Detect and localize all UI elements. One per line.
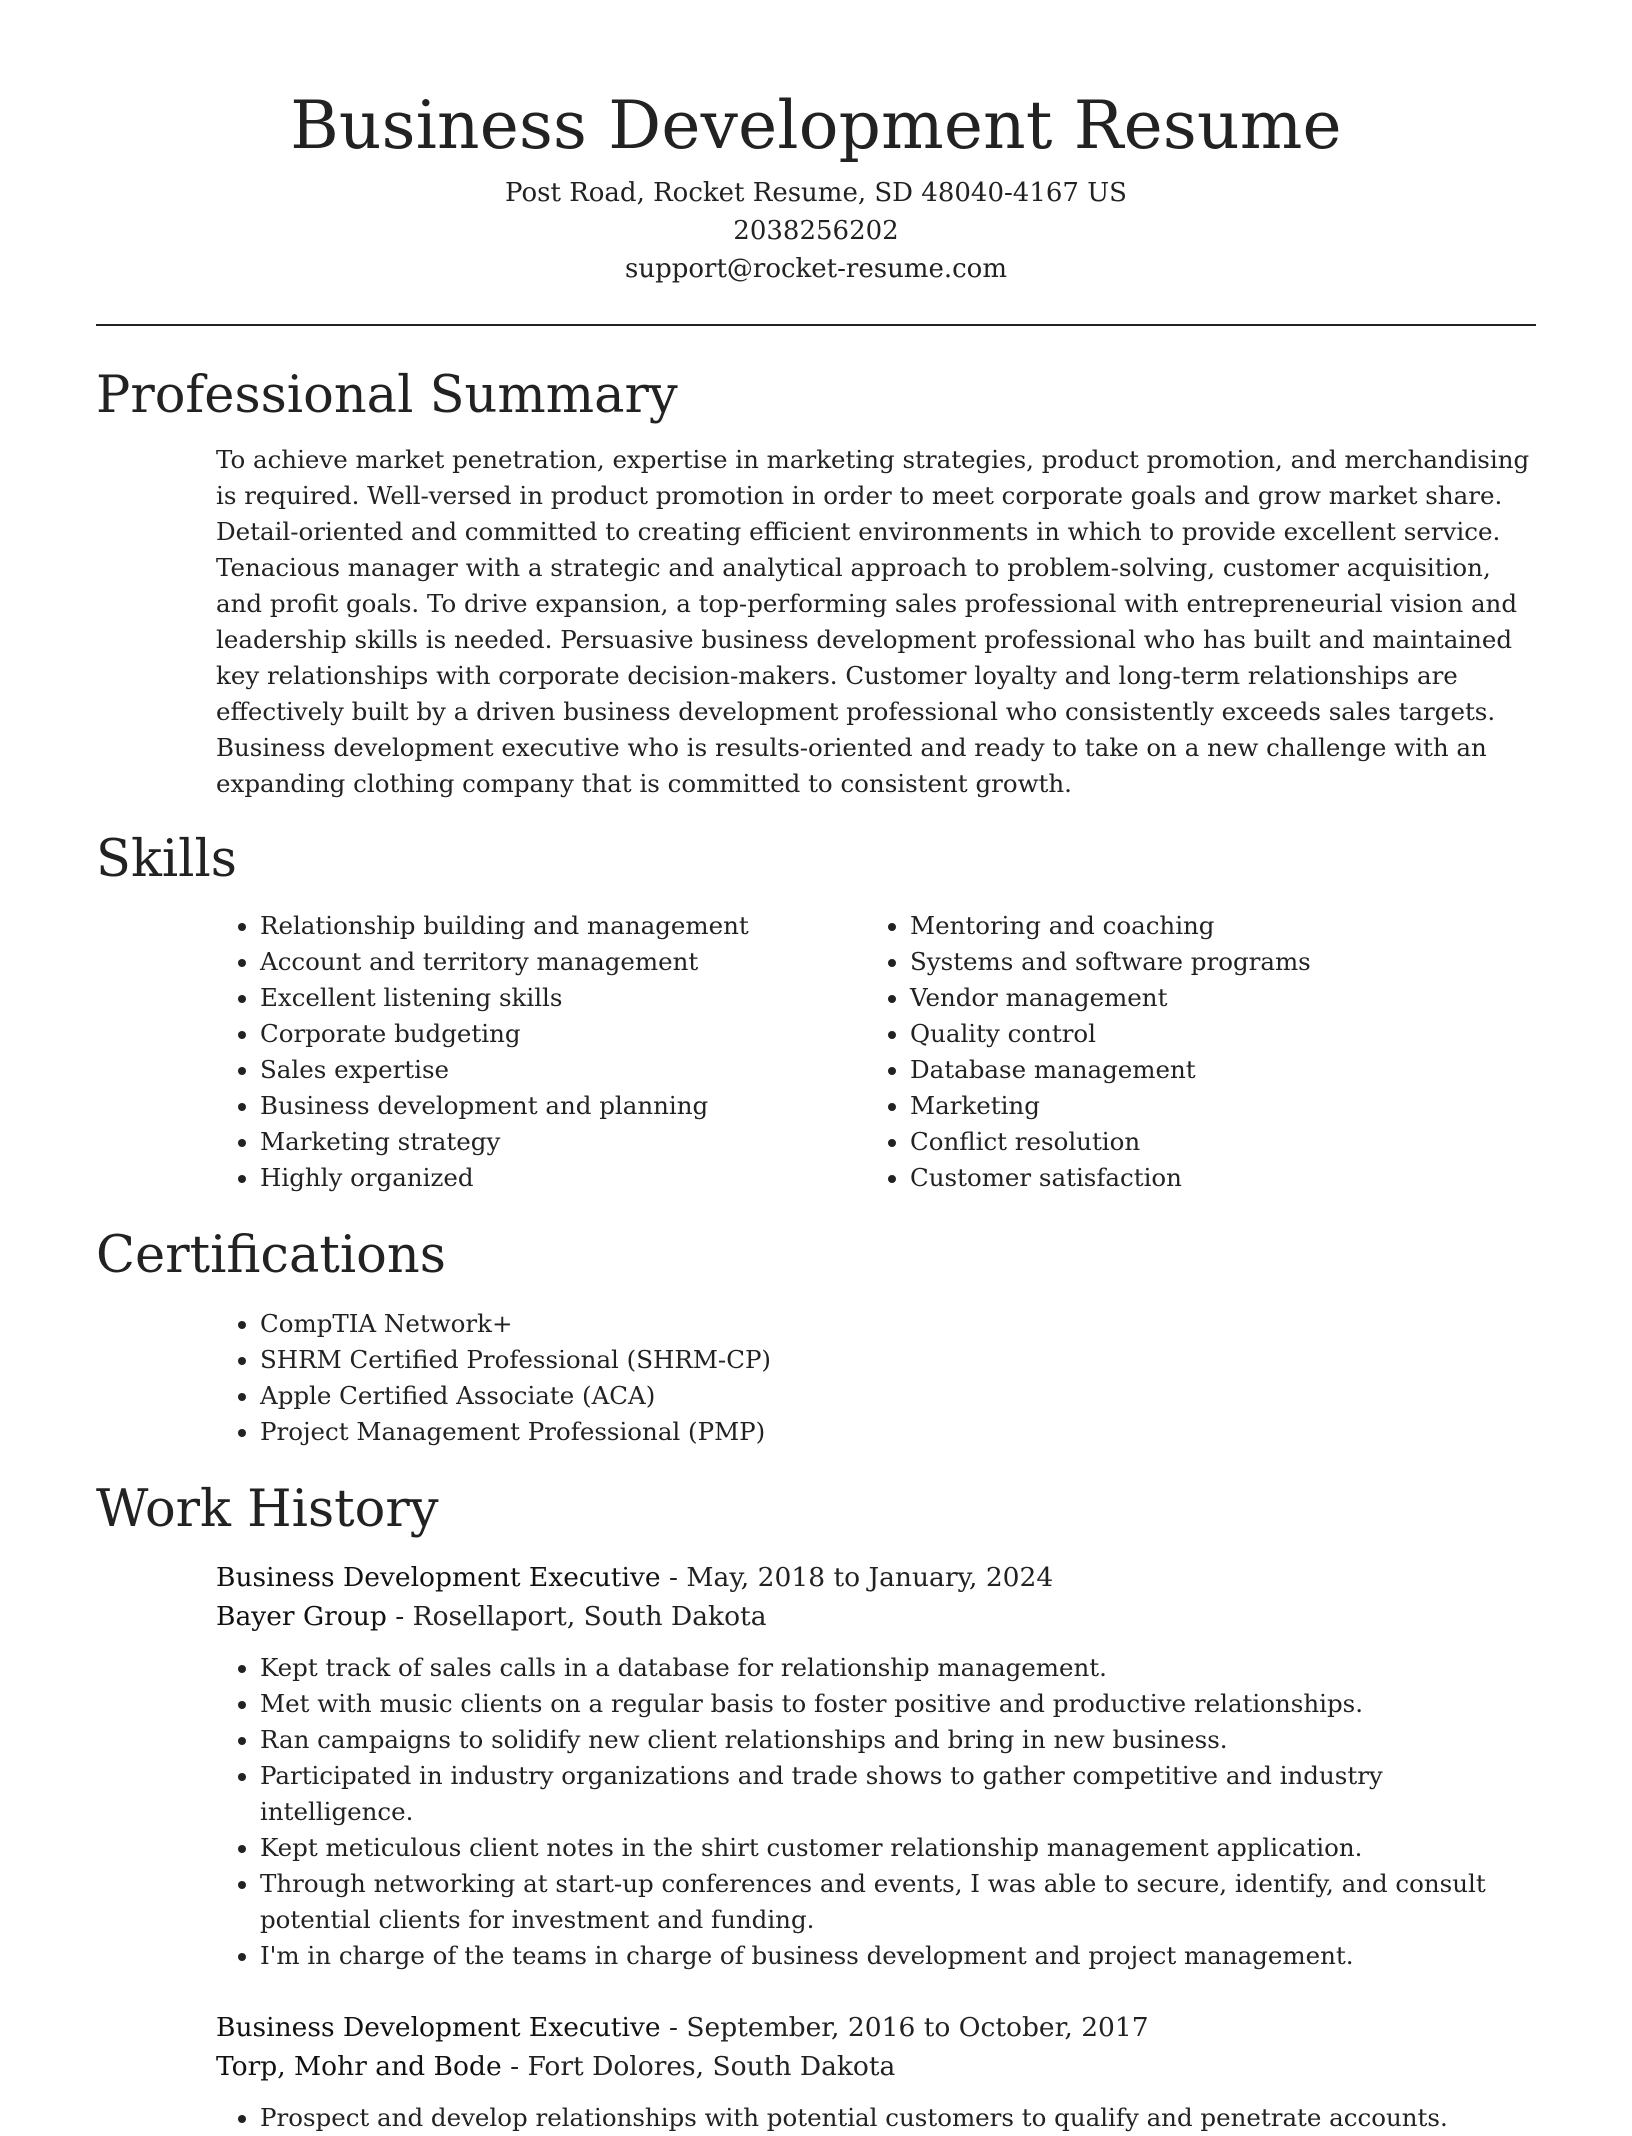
certification-item: • SHRM Certified Professional (SHRM-CP) xyxy=(260,1342,1536,1378)
skill-item: • Corporate budgeting xyxy=(260,1016,866,1052)
skill-item: • Marketing strategy xyxy=(260,1124,866,1160)
job-entry xyxy=(216,2008,1536,2136)
resume-title: Business Development Resume xyxy=(290,87,1342,164)
job-entry xyxy=(216,1558,1536,1974)
skills-section xyxy=(96,830,1536,1196)
skill-item: • Customer satisfaction xyxy=(910,1160,1516,1196)
skills-columns xyxy=(216,908,1536,1196)
job-title-line xyxy=(216,1558,1536,1597)
certification-item: • CompTIA Network+ xyxy=(260,1306,1536,1342)
job-dates: - September, 2016 to October, 2017 xyxy=(660,2012,1149,2043)
job-company-line xyxy=(216,1597,1536,1636)
header-divider xyxy=(96,324,1536,326)
skills-column-right xyxy=(866,908,1516,1196)
job-company-line xyxy=(216,2047,1536,2086)
summary-heading: Professional Summary xyxy=(96,366,678,425)
skill-item: • Systems and software programs xyxy=(910,944,1516,980)
job-location: - Rosellaport, South Dakota xyxy=(386,1601,767,1632)
job-title-line xyxy=(216,2008,1536,2047)
skill-item: • Highly organized xyxy=(260,1160,866,1196)
job-company: Bayer Group xyxy=(216,1601,387,1632)
certifications-section xyxy=(96,1226,1536,1450)
skill-item: • Quality control xyxy=(910,1016,1516,1052)
skill-item: • Marketing xyxy=(910,1088,1516,1124)
summary-section xyxy=(96,366,1536,802)
skill-item: • Business development and planning xyxy=(260,1088,866,1124)
work-history-heading: Work History xyxy=(96,1480,439,1539)
job-company: Torp, Mohr and Bode xyxy=(216,2051,502,2082)
skill-item: • Relationship building and management xyxy=(260,908,866,944)
job-bullet: • Through networking at start-up conferences and events, I was able to secure, identify, and consult potential clients for investment and funding. xyxy=(260,1866,1536,1938)
job-bullet: • Ran campaigns to solidify new client relationships and bring in new business. xyxy=(260,1722,1536,1758)
job-title: Business Development Executive xyxy=(216,2012,661,2043)
certifications-heading: Certifications xyxy=(96,1226,446,1285)
skills-heading: Skills xyxy=(96,830,237,889)
certification-item: • Project Management Professional (PMP) xyxy=(260,1414,1536,1450)
skill-item: • Account and territory management xyxy=(260,944,866,980)
skill-item: • Database management xyxy=(910,1052,1516,1088)
skill-item: • Excellent listening skills xyxy=(260,980,866,1016)
job-bullet: • Kept meticulous client notes in the shirt customer relationship management application. xyxy=(260,1830,1536,1866)
job-bullets xyxy=(216,2100,1536,2136)
job-location: - Fort Dolores, South Dakota xyxy=(501,2051,896,2082)
job-dates: - May, 2018 to January, 2024 xyxy=(660,1562,1054,1593)
contact-address: Post Road, Rocket Resume, SD 48040-4167 US xyxy=(505,178,1127,208)
skill-item: • Sales expertise xyxy=(260,1052,866,1088)
contact-phone: 2038256202 xyxy=(733,216,899,246)
job-bullet: • Met with music clients on a regular basis to foster positive and productive relationships. xyxy=(260,1686,1536,1722)
resume-page xyxy=(96,0,1536,2136)
skill-item: • Mentoring and coaching xyxy=(910,908,1516,944)
job-bullet: • Kept track of sales calls in a database for relationship management. xyxy=(260,1650,1536,1686)
skills-column-left xyxy=(216,908,866,1196)
job-bullet: • I'm in charge of the teams in charge of business development and project management. xyxy=(260,1938,1536,1974)
work-history-section xyxy=(96,1480,1536,2136)
job-bullets xyxy=(216,1650,1536,1974)
job-title: Business Development Executive xyxy=(216,1562,661,1593)
certifications-list xyxy=(216,1306,1536,1450)
skill-item: • Conflict resolution xyxy=(910,1124,1516,1160)
job-bullet: • Participated in industry organizations and trade shows to gather competitive and industry intelligence. xyxy=(260,1758,1536,1830)
certification-item: • Apple Certified Associate (ACA) xyxy=(260,1378,1536,1414)
skill-item: • Vendor management xyxy=(910,980,1516,1016)
contact-block xyxy=(96,174,1536,288)
summary-text: To achieve market penetration, expertise in marketing strategies, product promotion, and merchandising is required. Well-versed in product promotion in order to meet corporate goals and grow market share. Detail-oriented and committed to creating efficient environments in which to provide excellent service. Tenacious manager with a strategic and analytical approach to problem-solving, customer acquisition, and profit goals. To drive expansion, a top-performing sales professional with entrepreneurial vision and leadership skills is needed. Persuasive business development professional who has built and maintained key relationships with corporate decision-makers. Customer loyalty and long-term relationships are effectively built by a driven business development professional who consistently exceeds sales targets. Business development executive who is results-oriented and ready to take on a new challenge with an expanding clothing company that is committed to consistent growth. xyxy=(216,445,1530,798)
contact-email: support@rocket-resume.com xyxy=(624,254,1007,284)
job-bullet: • Prospect and develop relationships with potential customers to qualify and penetrate accounts. xyxy=(260,2100,1536,2136)
